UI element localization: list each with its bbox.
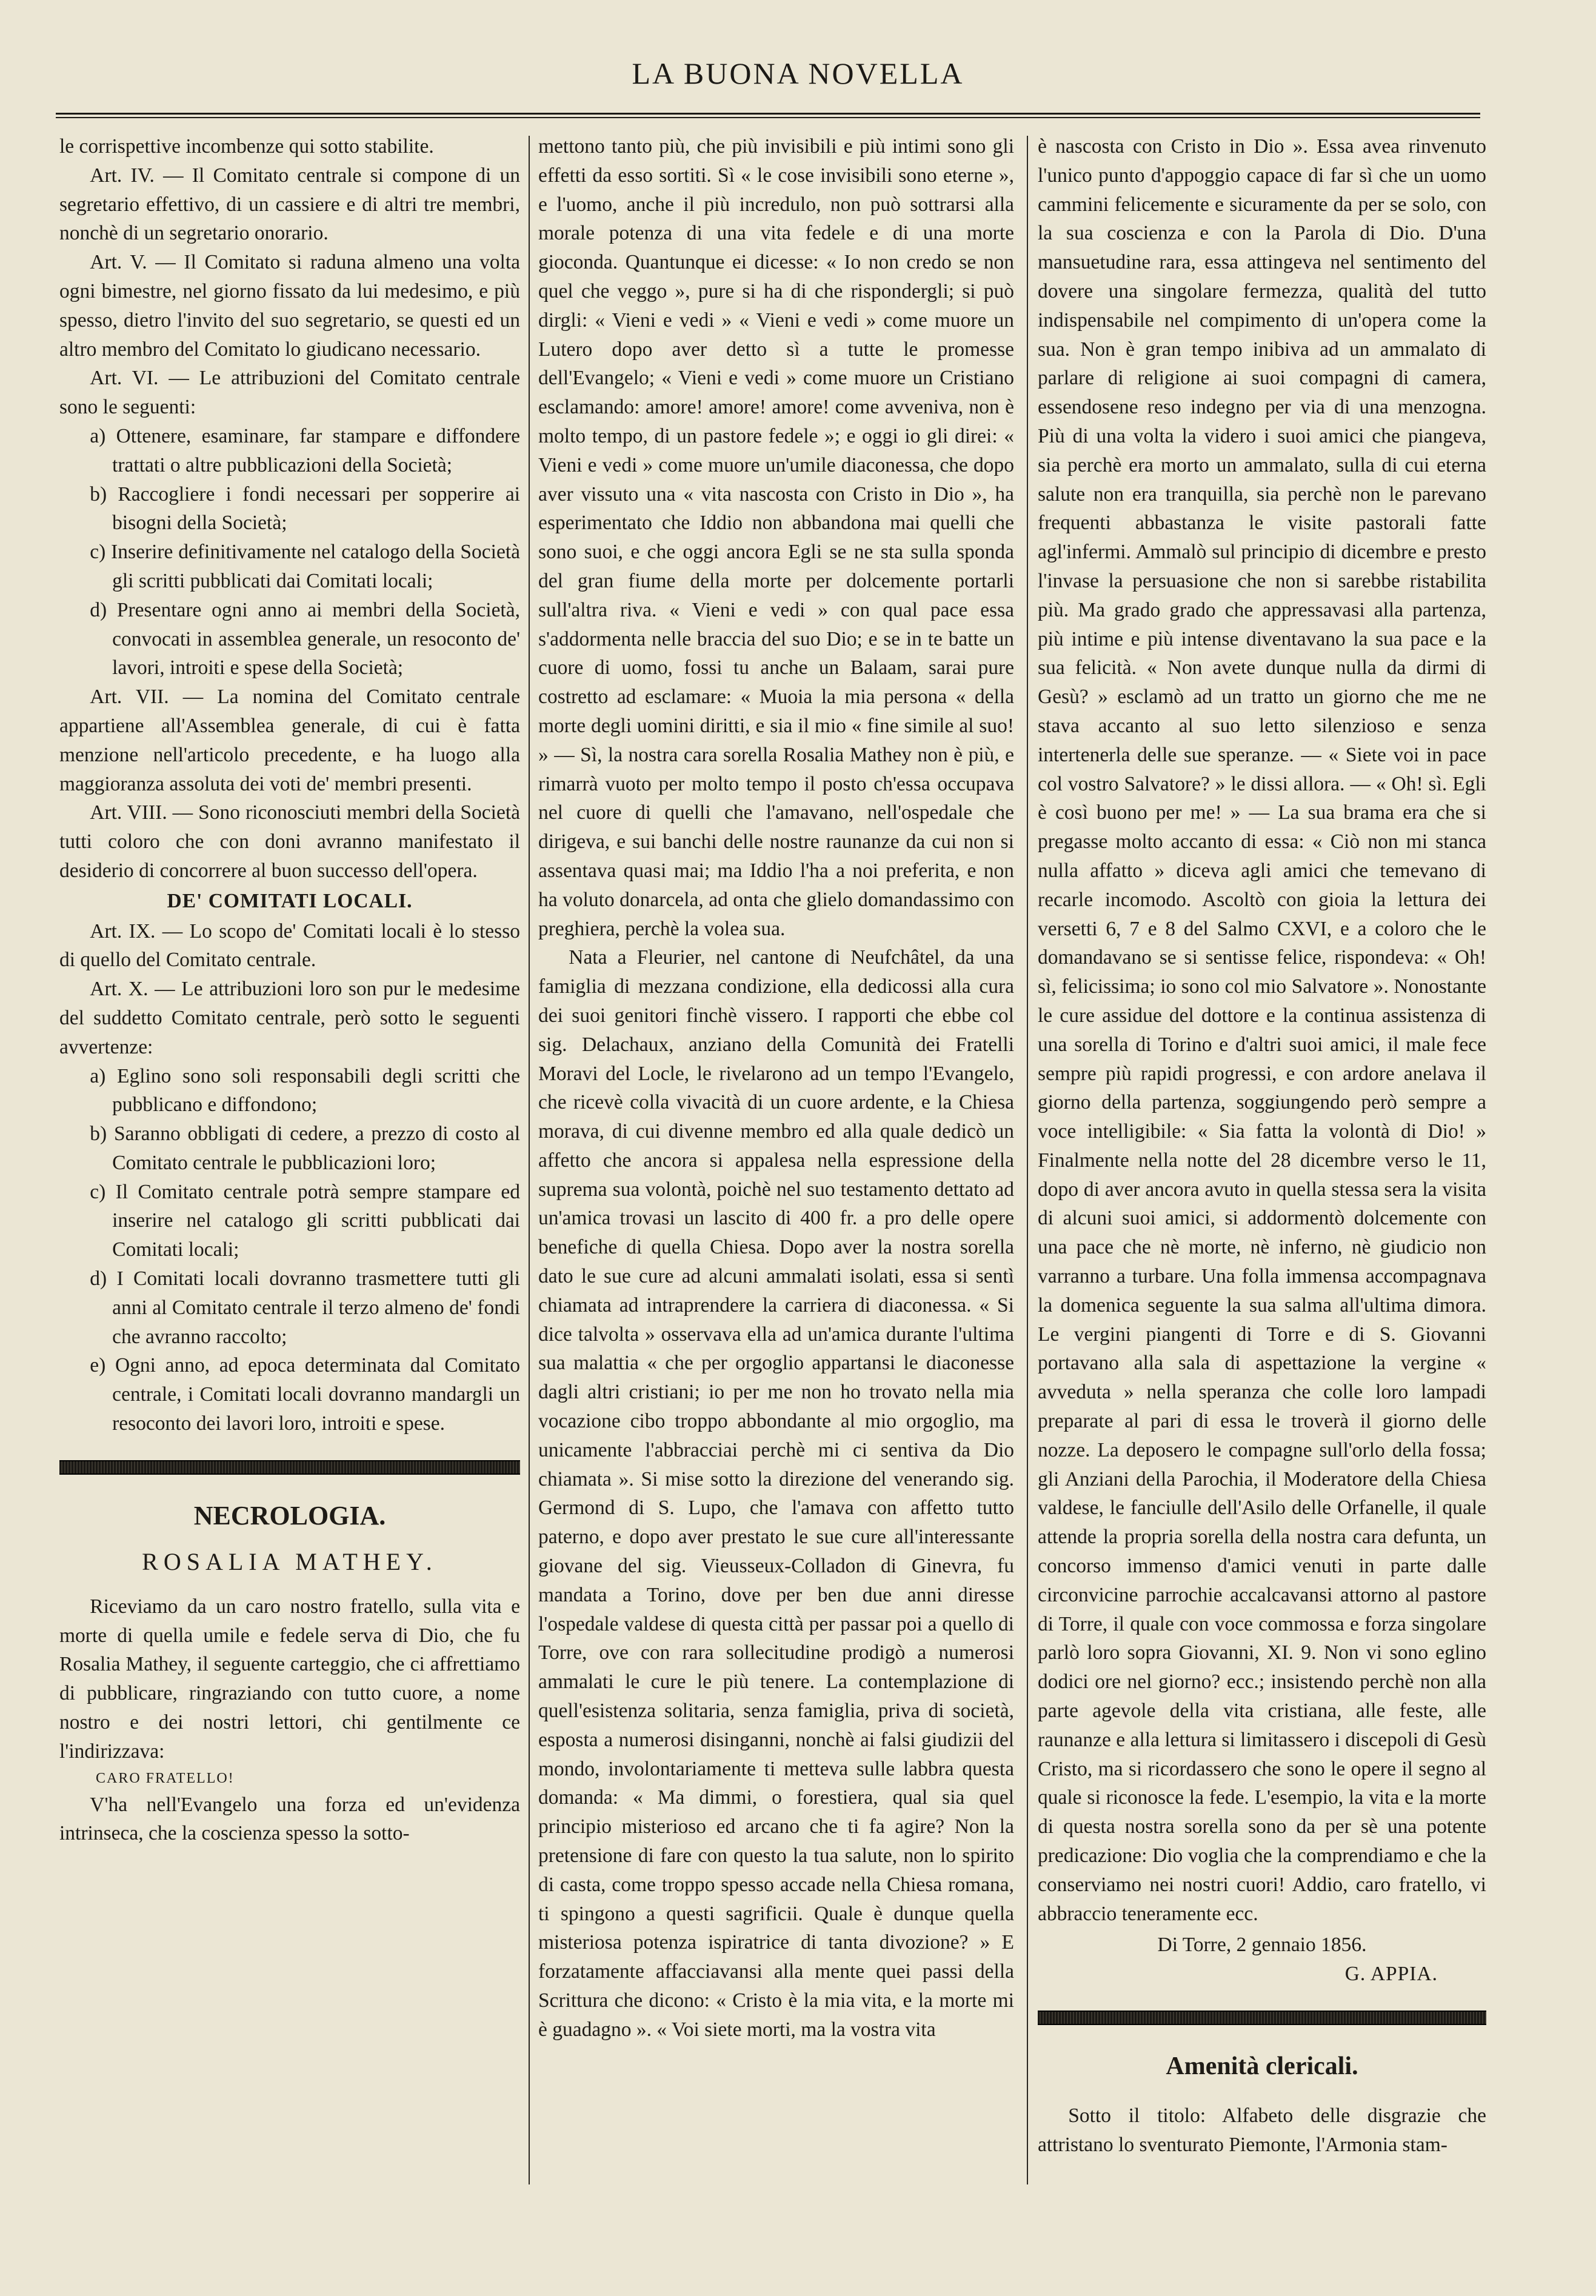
paragraph: Sotto il titolo: Alfabeto delle disgrazie che attristano lo sventurato Piemonte, l'Armonia stam- xyxy=(1038,2104,1486,2156)
masthead-rule xyxy=(56,113,1480,118)
paragraph: Art. VI. — Le attribuzioni del Comitato centrale sono le seguenti: xyxy=(59,367,520,419)
paragraph: Riceviamo da un caro nostro fratello, sulla vita e morte di quella umile e fedele serva di Dio, che fu Rosalia Mathey, il seguente carteggio, che ci affrettiamo di pubblicare, ringraziando con tutto cuore, a nome nostro e dei nostri lettori, chi gentilmente ce l'indirizzava: xyxy=(59,1595,520,1763)
paragraph: Art. VIII. — Sono riconosciuti membri della Società tutti coloro che con doni avranno manifestato il desiderio di concorrere al buon successo dell'opera. xyxy=(59,801,520,882)
list-item: c) Il Comitato centrale potrà sempre stampare ed inserire nel catalogo gli scritti pubblicati dai Comitati locali; xyxy=(90,1180,520,1261)
section-divider xyxy=(1038,2011,1486,2025)
section-title: NECROLOGIA. xyxy=(193,1500,386,1530)
paragraph: Art. V. — Il Comitato si raduna almeno una volta ogni bimestre, nel giorno fissato da lui medesimo, e più spesso, dietro l'invito del suo segretario, se questi ed un altro membro del Comitato lo giudicano necessario. xyxy=(59,251,520,361)
section-divider xyxy=(59,1460,520,1475)
masthead: LA BUONA NOVELLA xyxy=(632,56,964,90)
paragraph: Art. X. — Le attribuzioni loro son pur le medesime del suddetto Comitato centrale, però sotto le seguenti avvertenze: xyxy=(59,978,520,1058)
paragraph: è nascosta con Cristo in Dio ». Essa avea rinvenuto l'unico punto d'appoggio capace di far sì che un uomo cammini felicemente e sicuramente da per se solo, con la sua coscienza e con la Parola di Dio. D'una mansuetudine rara, essa attingeva nel sentimento del dovere una singolare fermezza, qualità del tutto indispensabile nel compimento di un'opera come la sua. Non è gran tempo inibiva ad un ammalato di parlare di religione ai suoi compagni di camera, essendosene reso indegno per via di una menzogna. Più di una volta la videro i suoi amici che piangeva, sia perchè era morto un ammalato, sulla di cui eterna salute non era tranquilla, sia perchè non le parevano frequenti abbastanza le visite pastorali fatte agl'infermi. Ammalò sul principio di dicembre e presto l'invase la persuasione che non si sarebbe ristabilita più. Ma grado grado che appressavasi alla partenza, più intime e più intense diventavano la sua pace e la sua felicità. « Non avete dunque nulla da dirmi di Gesù? » esclamò ad un tratto un giorno che me ne stava accanto al suo letto silenzioso e senza intertenerla delle sue speranze. — « Siete voi in pace col vostro Salvatore? » le dissi allora. — « Oh! sì. Egli è così buono per me! » — La sua brama era che si pregasse molto accanto di essa: « Ciò non mi stanca nulla affatto » diceva agli amici che temevano di recarle incomodo. Ascoltò con gioia la lettura dei versetti 6, 7 e 8 del Salmo CXVI, e a coloro che le domandavano se si sentisse felice, rispondeva: « Oh! sì, felicissima; io sono col mio Salvatore ». Nonostante le cure assidue del dottore e la continua assistenza di una sorella di Torino e d'altri suoi amici, il male fece sempre più rapidi progressi, e con ardore anelava il giorno della partenza, soggiungendo però sempre a voce intelligibile: « Sia fatta la volontà di Dio! » Finalmente nella notte del 28 dicembre verso le 11, dopo di aver ancora avuto in quella stessa sera la visita di alcuni suoi amici, si addormentò dolcemente con una pace che nè morte, nè inferno, nè giudicio non varranno a turbare. Una folla immensa accompagnava la domenica seguente la sua salma all'ultima dimora. Le vergini piangenti di Torre e di S. Giovanni portavano alla sala di aspettazione la vergine « avveduta » nella speranza che colle loro lampadi preparate al pari di essa le troverà il giorno delle nozze. La deposero le compagne sull'orlo della fossa; gli Anziani della Parochia, il Moderatore della Chiesa valdese, le fanciulle dell'Asilo delle Orfanelle, il quale attende la propria sorella della nostra cara defunta, un concorso immenso d'amici venuti in parte dalle circonvicine parrochie accalcavansi attorno al pastore di Torre, il quale con voce commossa e forza singolare parlò loro sopra Giovanni, XI. 9. Non vi sono eglino dodici ore nel giorno? ecc.; insistendo perchè non alla parte agevole della vita cristiana, alle feste, alle raunanze e alla lettura si limitassero i discepoli di Gesù Cristo, ma si ricordassero che sono le opere il segno al quale si riconosce la fede. L'esempio, la vita e la morte di questa nostra sorella sono da per sè una potente predicazione: Dio voglia che la comprendiamo e che la conserviamo nei nostri cuori! Addio, caro fratello, vi abbraccio teneramente ecc. xyxy=(1038,135,1486,1925)
list-item: b) Raccogliere i fondi necessari per sopperire ai bisogni della Società; xyxy=(90,482,520,535)
paragraph: le corrispettive incombenze qui sotto stabilite. xyxy=(59,135,434,158)
list-item: a) Ottenere, esaminare, far stampare e diffondere trattati o altre pubblicazioni della Società; xyxy=(90,424,520,476)
list-item: d) Presentare ogni anno ai membri della Società, convocati in assemblea generale, un resoconto de' lavori, introiti e spese della Società; xyxy=(90,598,520,679)
obituary-name: ROSALIA MATHEY. xyxy=(142,1547,438,1575)
list-item: d) I Comitati locali dovranno trasmettere tutti gli anni al Comitato centrale il terzo almeno de' fondi che avranno raccolto; xyxy=(90,1267,520,1348)
signature: G. APPIA. xyxy=(1344,1963,1438,1986)
column-1 xyxy=(59,132,520,2229)
paragraph: Art. VII. — La nomina del Comitato centrale appartiene all'Assemblea generale, di cui è fatta menzione nell'articolo precedente, e ha luogo alla maggioranza assoluta dei voti de' membri presenti. xyxy=(59,686,520,795)
list-item: c) Inserire definitivamente nel catalogo della Società gli scritti pubblicati dai Comitati locali; xyxy=(90,541,520,592)
paragraph: Nata a Fleurier, nel cantone di Neufchâtel, da una famiglia di mezzana condizione, ella dedicossi alla cura dei suoi genitori finchè vissero. I rapporti che ebbe col sig. Delachaux, anziano della Comunità dei Fratelli Moravi del Locle, le rivelarono ad un tempo l'Evangelo, che ricevè colla vivacità di un cuore ardente, e la Chiesa morava, di cui divenne membro ed alla quale dedicò un affetto che ancora si appalesa nella espressione della suprema sua volontà, poichè nel suo testamento dettato ad un'amica trovasi un lascito di 400 fr. a pro delle opere benefiche di quella Chiesa. Dopo aver la nostra sorella dato le sue cure ad alcuni ammalati isolati, essa si sentì chiamata ad intraprendere la carriera di diaconessa. « Si dice talvolta » osservava ella ad un'amica durante l'ultima sua malattia « che per orgoglio appartansi le diaconesse dagli altri cristiani; io per me non ho trovato nella mia vocazione cibo troppo abbondante al mio orgoglio, ma unicamente l'abbracciai perchè mi ci sentiva da Dio chiamata ». Si mise sotto la direzione del venerando sig. Germond di S. Lupo, che l'amava con affetto tutto paterno, e dopo aver prestato le sue cure all'interessante giovane del sig. Vieusseux-Colladon di Ginevra, fu mandata a Torino, dove per ben due anni diresse l'ospedale valdese di questa città per passar poi a quello di Torre, ove con rara sollecitudine prodigò a numerosi ammalati le cure le più tenere. La contemplazione di quell'esistenza solitaria, senza famiglia, priva di società, esposta a numerosi disinganni, nonchè ai falsi giudizii del mondo, involontariamente ti metteva sulle labbra questa domanda: « Ma dimmi, o forestiera, qual sia quel principio misterioso ed arcano che ti fa agire? Non la pretensione di fare con questo la tua salute, non lo spirito di casta, come troppo spesso accade nella Chiesa romana, ti spingono a questi sagrificii. Quale è dunque quella misteriosa potenza ispiratrice di tanta divozione? » E forzatamente affacciavansi alla mente quei passi della Scrittura che dicono: « Cristo è la mia vita, e la morte mi è guadagno ». « Voi siete morti, ma la vostra vita xyxy=(538,946,1014,2041)
article-title: Amenità clericali. xyxy=(1166,2052,1358,2080)
paragraph: Art. IV. — Il Comitato centrale si compone di un segretario effettivo, di un cassiere e di altri tre membri, nonchè di un segretario onorario. xyxy=(59,164,520,245)
column-3 xyxy=(1038,132,1486,2229)
dateline: Di Torre, 2 gennaio 1856. xyxy=(1157,1934,1367,1957)
column-2 xyxy=(538,132,1014,2229)
list-item: e) Ogni anno, ad epoca determinata dal Comitato centrale, i Comitati locali dovranno mandargli un resoconto dei lavori loro, introiti e spese. xyxy=(90,1354,520,1435)
list-item: a) Eglino sono soli responsabili degli scritti che pubblicano e diffondono; xyxy=(90,1064,520,1116)
column-divider-2 xyxy=(1027,136,1028,2184)
section-subheading: DE' COMITATI LOCALI. xyxy=(167,889,413,912)
paragraph: Art. IX. — Lo scopo de' Comitati locali è lo stesso di quello del Comitato centrale. xyxy=(59,919,520,972)
paragraph: mettono tanto più, che più invisibili e più intimi sono gli effetti da esso sortiti. Sì « le cose invisibili sono eterne », e l'uomo, anche il più incredulo, non può sottrarsi alla morale potenza di una vita fedele e di una morte gioconda. Quantunque ei dicesse: « Io non credo se non quel che veggo », pure si ha di che rispondergli; si può dirgli: « Vieni e vedi » « Vieni e vedi » come muore un Lutero dopo aver detto sì a tutte le promesse dell'Evangelo; « Vieni e vedi » come muore un Cristiano esclamando: amore! amore! amore! come avveniva, non è molto tempo, di un pastore fedele »; e oggi io gli direi: « Vieni e vedi » come muore un'umile diaconessa, che dopo aver vissuto una « vita nascosta con Cristo in Dio », ha esperimentato che Iddio non abbandona mai quelli che sono suoi, e che oggi ancora Egli se ne sta sulla sponda del gran fiume della morte per dolcemente portarli sull'altra riva. « Vieni e vedi » con qual pace essa s'addormenta nelle braccia del suo Dio; e se in te batte un cuore di uomo, fossi tu anche un Balaam, sarai pure costretto ad esclamare: « Muoia la mia persona « della morte degli uomini diritti, e sia il mio « fine simile al suo! » — Sì, la nostra cara sorella Rosalia Mathey non è più, e rimarrà vuoto per molto tempo il posto ch'essa occupava nel cuore di quelli che l'amavano, nell'ospedale che dirigeva, e sui banchi delle nostre raunanze da cui non si assentava quasi mai; ma Iddio l'ha a noi preferita, e non ha voluto donarcela, ad onta che glielo domandassimo con preghiera, perchè la volea sua. xyxy=(538,135,1014,940)
paragraph: V'ha nell'Evangelo una forza ed un'evidenza intrinseca, che la coscienza spesso la sotto- xyxy=(59,1793,520,1845)
list-item: b) Saranno obbligati di cedere, a prezzo di costo al Comitato centrale le pubblicazioni loro; xyxy=(90,1123,520,1174)
column-divider-1 xyxy=(529,136,530,2184)
salutation: CARO FRATELLO! xyxy=(96,1770,235,1786)
